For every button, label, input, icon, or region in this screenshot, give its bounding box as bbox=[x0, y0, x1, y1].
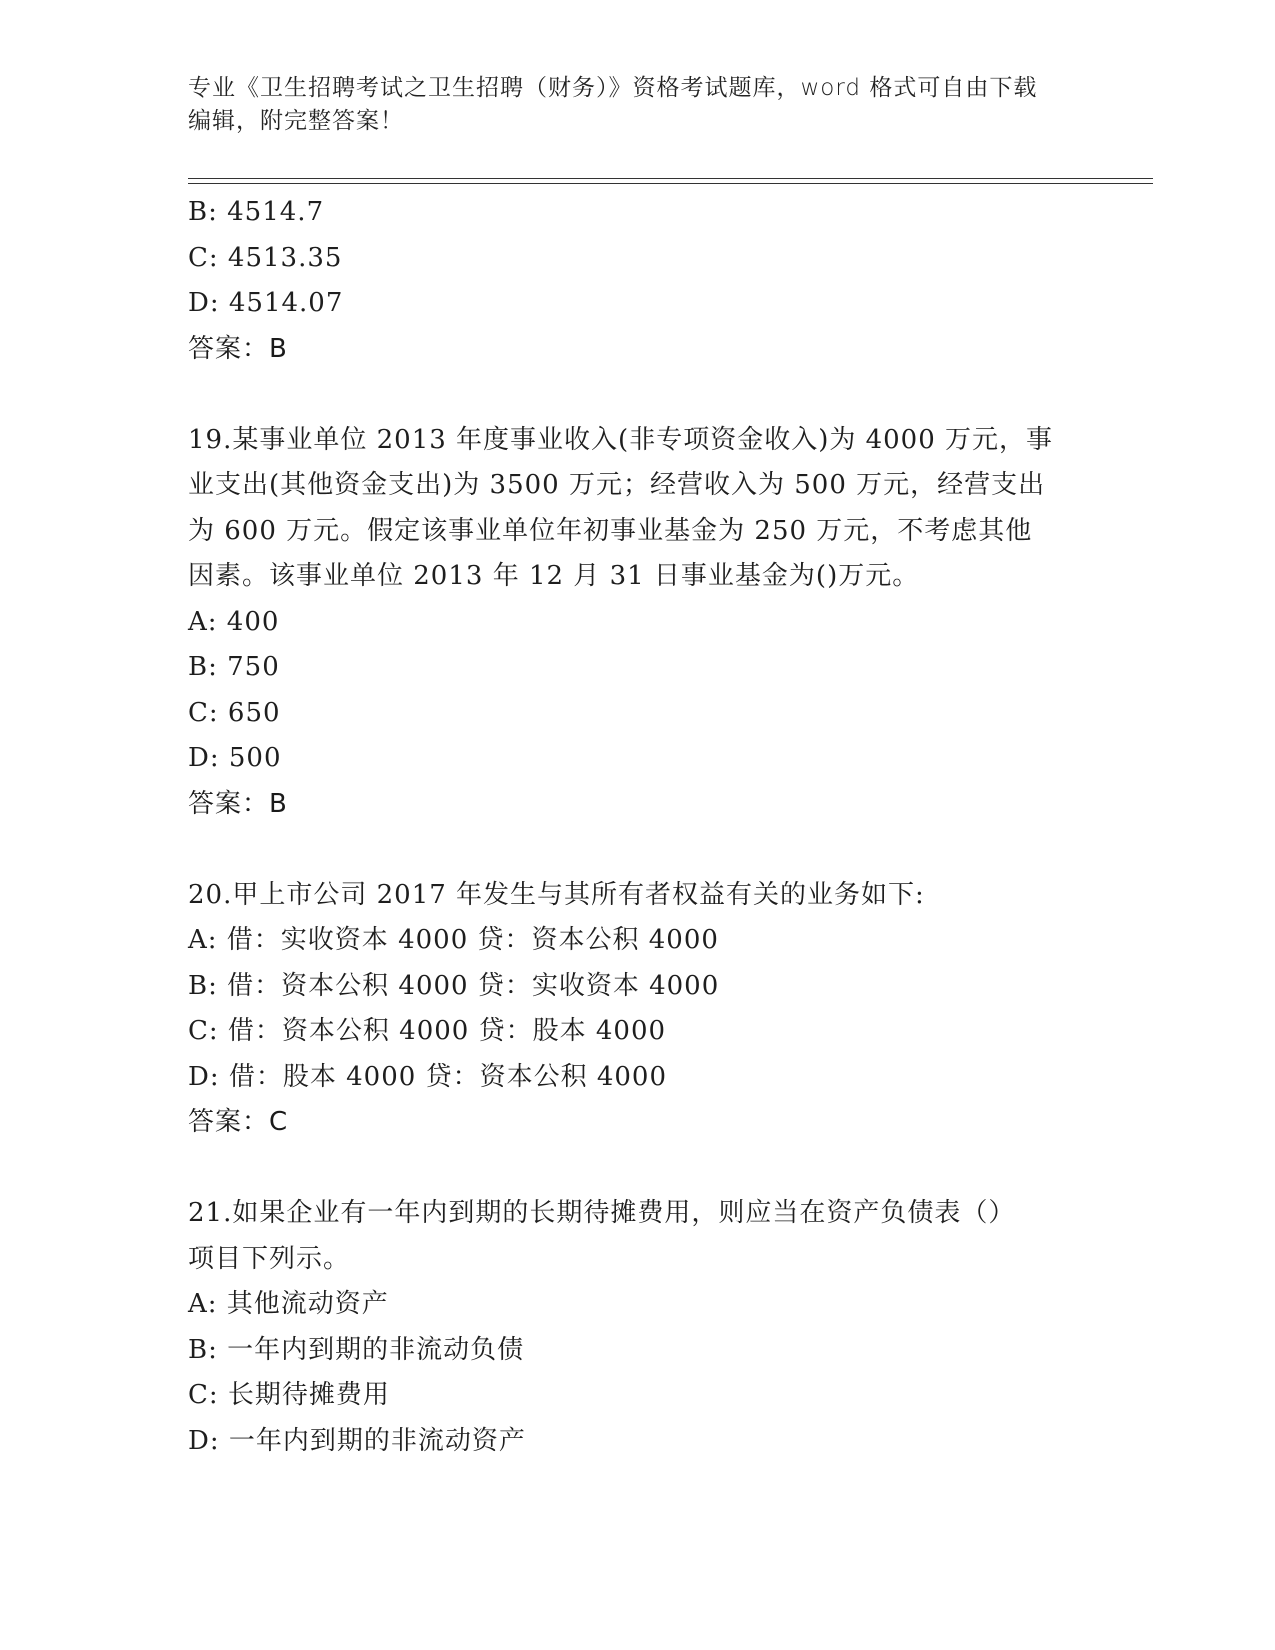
option-c: C: 长期待摊费用 bbox=[188, 1380, 390, 1410]
answer-line: 答案：C bbox=[188, 1107, 289, 1137]
answer-line: 答案：B bbox=[188, 788, 288, 819]
option-d: D: 500 bbox=[188, 743, 282, 773]
option-b: B: 750 bbox=[188, 652, 280, 682]
page-header bbox=[188, 72, 1068, 138]
option-d: D: 4514.07 bbox=[188, 288, 344, 318]
question-stem-line: 项目下列示。 bbox=[188, 1243, 351, 1274]
spacer bbox=[188, 1146, 1068, 1192]
header-divider-bottom bbox=[188, 183, 1153, 184]
option-a: A: 其他流动资产 bbox=[188, 1289, 389, 1319]
question-stem-line: 因素。该事业单位 2013 年 12 月 31 日事业基金为()万元。 bbox=[188, 561, 920, 591]
question-stem-line: 21.如果企业有一年内到期的长期待摊费用，则应当在资产负债表（） bbox=[188, 1198, 1016, 1228]
question-19 bbox=[188, 418, 1068, 828]
option-c: C: 650 bbox=[188, 697, 281, 728]
spacer bbox=[188, 372, 1068, 418]
option-c: C: 借：资本公积 4000 贷：股本 4000 bbox=[188, 1016, 667, 1046]
option-d: D: 一年内到期的非流动资产 bbox=[188, 1425, 526, 1456]
option-b: B: 借：资本公积 4000 贷：实收资本 4000 bbox=[188, 970, 720, 1001]
question-stem-line: 业支出(其他资金支出)为 3500 万元；经营收入为 500 万元，经营支出 bbox=[188, 470, 1046, 500]
option-b: B: 4514.7 bbox=[188, 197, 325, 227]
question-content bbox=[188, 190, 1068, 1464]
header-divider-top bbox=[188, 178, 1153, 179]
question-stem-line: 为 600 万元。假定该事业单位年初事业基金为 250 万元，不考虑其他 bbox=[188, 515, 1033, 546]
spacer bbox=[188, 827, 1068, 873]
option-a: A: 借：实收资本 4000 贷：资本公积 4000 bbox=[188, 925, 719, 955]
header-line-2: 编辑，附完整答案！ bbox=[188, 108, 404, 134]
question-stem-line: 19.某事业单位 2013 年度事业收入(非专项资金收入)为 4000 万元，事 bbox=[188, 424, 1054, 455]
answer-line: 答案：B bbox=[188, 333, 288, 364]
question-stem-line: 20.甲上市公司 2017 年发生与其所有者权益有关的业务如下: bbox=[188, 879, 925, 910]
header-line-1: 专业《卫生招聘考试之卫生招聘（财务）》资格考试题库，word 格式可自由下载 bbox=[188, 75, 1038, 101]
question-20 bbox=[188, 873, 1068, 1146]
question-18 bbox=[188, 190, 1068, 372]
question-21 bbox=[188, 1191, 1068, 1464]
option-b: B: 一年内到期的非流动负债 bbox=[188, 1334, 525, 1365]
option-d: D: 借：股本 4000 贷：资本公积 4000 bbox=[188, 1061, 668, 1092]
option-a: A: 400 bbox=[188, 606, 280, 637]
option-c: C: 4513.35 bbox=[188, 242, 343, 273]
